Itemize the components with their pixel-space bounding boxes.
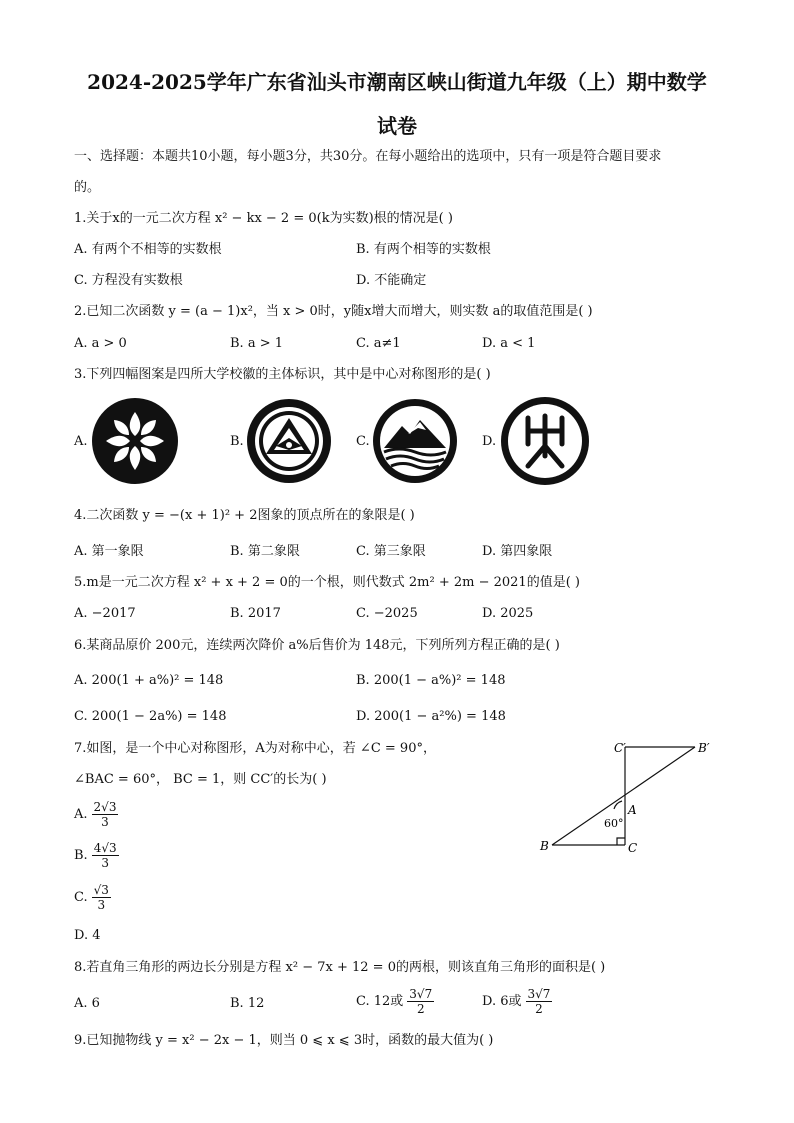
question-6-option-b: B. 200(1 − a%)² = 148 xyxy=(356,673,506,688)
option-label: C. xyxy=(74,889,88,905)
question-4-option-d: D. 第四象限 xyxy=(482,544,553,559)
numerator: 2√3 xyxy=(93,800,117,814)
numerator: 3√7 xyxy=(409,987,433,1001)
question-5-option-c: C. −2025 xyxy=(356,606,418,621)
question-5-option-d: D. 2025 xyxy=(482,606,534,621)
question-4-option-a: A. 第一象限 xyxy=(74,544,144,559)
fraction xyxy=(526,987,553,1016)
option-label: B. xyxy=(74,847,88,863)
figure-label-a: A xyxy=(628,803,637,817)
university-emblem-a xyxy=(92,398,178,484)
question-4-option-c: C. 第三象限 xyxy=(356,544,426,559)
question-7-stem-line2: ∠BAC = 60°， BC = 1，则 CC′的长为( ) xyxy=(74,772,327,787)
question-2-option-b: B. a > 1 xyxy=(230,336,283,351)
question-3-option-a: A. xyxy=(74,434,88,449)
figure-label-c-prime: C′ xyxy=(614,741,626,755)
question-2-option-d: D. a < 1 xyxy=(482,336,536,351)
question-8-option-b: B. 12 xyxy=(230,996,265,1011)
question-7-option-d: D. 4 xyxy=(74,928,101,943)
numerator: √3 xyxy=(93,883,109,897)
numerator: 3√7 xyxy=(527,987,551,1001)
numerator: 4√3 xyxy=(93,841,117,855)
question-7-option-c xyxy=(74,883,111,912)
question-1-option-b: B. 有两个相等的实数根 xyxy=(356,242,491,257)
option-prefix: C. 12或 xyxy=(356,993,404,1009)
fraction xyxy=(92,800,119,829)
question-1-option-c: C. 方程没有实数根 xyxy=(74,273,183,288)
figure-label-b-prime: B′ xyxy=(698,741,710,755)
question-5-option-b: B. 2017 xyxy=(230,606,281,621)
section-heading-cont: 的。 xyxy=(74,180,101,195)
fraction xyxy=(92,841,119,870)
question-6-stem: 6.某商品原价 200元，连续两次降价 a%后售价为 148元，下列所列方程正确的是( ) xyxy=(74,638,560,653)
question-7-stem-line1: 7.如图，是一个中心对称图形，A为对称中心，若 ∠C = 90°， xyxy=(74,741,436,756)
figure-angle-label: 60° xyxy=(604,817,624,830)
question-2-option-c: C. a≠1 xyxy=(356,336,401,351)
question-1-stem: 1.关于x的一元二次方程 x² − kx − 2 = 0(k为实数)根的情况是( ) xyxy=(74,211,453,226)
figure-label-c: C xyxy=(628,841,638,855)
question-5-option-a: A. −2017 xyxy=(74,606,136,621)
question-8-option-a: A. 6 xyxy=(74,996,100,1011)
question-3-option-b: B. xyxy=(230,434,244,449)
figure-label-b: B xyxy=(540,839,549,853)
question-8-option-c xyxy=(356,987,434,1016)
question-4-option-b: B. 第二象限 xyxy=(230,544,300,559)
exam-title-line1: 2024-2025学年广东省汕头市潮南区峡山街道九年级（上）期中数学 xyxy=(87,70,707,94)
question-7-option-b xyxy=(74,841,119,870)
question-3-option-c: C. xyxy=(356,434,370,449)
denominator: 2 xyxy=(416,1002,425,1016)
question-1-option-d: D. 不能确定 xyxy=(356,273,427,288)
university-emblem-b xyxy=(246,398,332,484)
denominator: 3 xyxy=(97,898,106,912)
question-7-figure xyxy=(530,735,730,860)
question-2-stem: 2.已知二次函数 y = (a − 1)x²，当 x > 0时，y随x增大而增大，则实数 a的取值范围是( ) xyxy=(74,304,593,319)
question-9-stem: 9.已知抛物线 y = x² − 2x − 1，则当 0 ⩽ x ⩽ 3时，函数的最大值为( ) xyxy=(74,1033,494,1048)
question-6-option-c: C. 200(1 − 2a%) = 148 xyxy=(74,709,227,724)
question-2-option-a: A. a > 0 xyxy=(74,336,127,351)
exam-title-line2: 试卷 xyxy=(377,114,417,138)
section-heading: 一、选择题：本题共10小题，每小题3分，共30分。在每小题给出的选项中，只有一项是符合题目要求 xyxy=(74,149,662,164)
question-8-option-d xyxy=(482,987,552,1016)
question-3-stem: 3.下列四幅图案是四所大学校徽的主体标识，其中是中心对称图形的是( ) xyxy=(74,367,491,382)
fraction xyxy=(92,883,111,912)
university-emblem-c xyxy=(372,398,458,484)
university-emblem-d xyxy=(500,396,590,486)
denominator: 3 xyxy=(101,815,109,829)
question-3-option-d: D. xyxy=(482,434,497,449)
question-4-stem: 4.二次函数 y = −(x + 1)² + 2图象的顶点所在的象限是( ) xyxy=(74,508,415,523)
question-6-option-a: A. 200(1 + a%)² = 148 xyxy=(74,673,224,688)
fraction xyxy=(407,987,434,1016)
denominator: 3 xyxy=(101,856,109,870)
question-1-option-a: A. 有两个不相等的实数根 xyxy=(74,242,222,257)
question-5-stem: 5.m是一元二次方程 x² + x + 2 = 0的一个根，则代数式 2m² + 2m − 2021的值是( ) xyxy=(74,575,580,590)
denominator: 2 xyxy=(535,1002,543,1016)
question-7-option-a xyxy=(74,800,118,829)
option-prefix: D. 6或 xyxy=(482,993,522,1009)
option-label: A. xyxy=(74,806,88,822)
question-6-option-d: D. 200(1 − a²%) = 148 xyxy=(356,709,506,724)
question-8-stem: 8.若直角三角形的两边长分别是方程 x² − 7x + 12 = 0的两根，则该直角三角形的面积是( ) xyxy=(74,960,606,975)
